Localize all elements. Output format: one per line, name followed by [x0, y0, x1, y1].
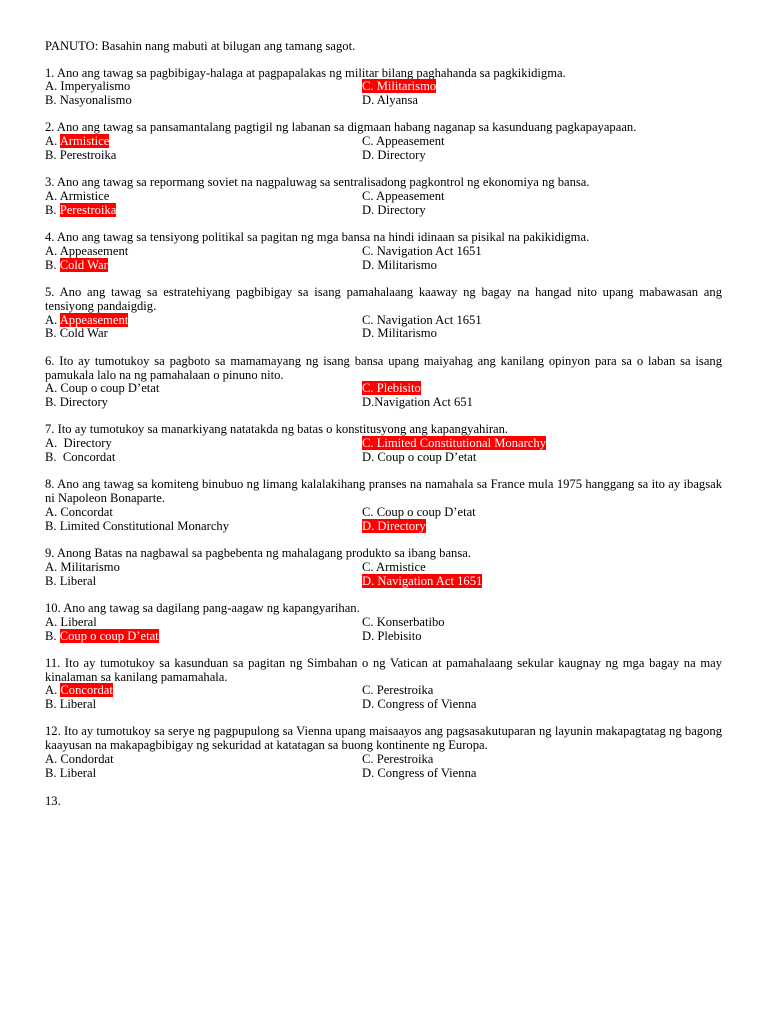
- option-text: Alyansa: [376, 93, 418, 108]
- answer-option[interactable]: [362, 327, 679, 341]
- option-text: Appeasement: [59, 243, 129, 258]
- question-stem: 2. Ano ang tawag sa pansamantalang pagtigil ng labanan sa digmaan habang naganap sa kasunduang pagkapayapaan.: [45, 120, 637, 135]
- option-text: Plebisito: [377, 628, 422, 643]
- answer-option[interactable]: [362, 396, 679, 410]
- option-text: Militarismo: [60, 559, 120, 574]
- answer-option[interactable]: [45, 575, 362, 589]
- option-letter: A.: [45, 614, 61, 629]
- answer-option[interactable]: [362, 767, 679, 781]
- question-3: [45, 176, 722, 217]
- highlighted-answer: Armistice: [59, 134, 110, 149]
- question-12: [45, 725, 722, 780]
- option-text: Liberal: [60, 614, 97, 629]
- answer-option[interactable]: [362, 698, 679, 712]
- options-row: [45, 506, 722, 520]
- options-row: [45, 204, 722, 218]
- answer-option[interactable]: [45, 190, 362, 204]
- option-text: Directory: [377, 202, 426, 217]
- highlighted-answer: Appeasement: [59, 312, 129, 327]
- option-letter: A.: [45, 79, 61, 94]
- option-letter: A.: [45, 381, 61, 396]
- option-letter: A.: [45, 243, 60, 258]
- option-letter: A.: [45, 189, 60, 204]
- answer-option-correct[interactable]: [362, 437, 679, 451]
- answer-option[interactable]: [45, 327, 362, 341]
- option-letter: D.: [362, 326, 378, 341]
- option-letter: B.: [45, 202, 60, 217]
- option-text: Appeasement: [376, 189, 445, 204]
- option-letter: B.: [45, 395, 60, 410]
- option-text: Perestroika: [376, 752, 434, 767]
- option-letter: D.: [362, 147, 378, 162]
- question-stem: 11. Ito ay tumotukoy sa kasunduan sa pagitan ng Simbahan o ng Vatican at pamahalaang sekular kaugnay ng mga bagay na may kinalaman sa kanilang pamamahala.: [45, 655, 722, 684]
- highlighted-answer: D. Directory: [362, 518, 426, 533]
- answer-option[interactable]: [45, 396, 362, 410]
- question-stem: 9. Anong Batas na nagbawal sa pagbebenta ng mahalagang produkto sa ibang bansa.: [45, 546, 471, 561]
- option-letter: B.: [45, 257, 60, 272]
- options-row: [45, 767, 722, 781]
- option-letter: C.: [362, 312, 377, 327]
- highlighted-answer: C. Plebisito: [362, 381, 421, 396]
- option-text: Concordat: [60, 504, 113, 519]
- option-text: Directory: [377, 147, 426, 162]
- option-letter: D.: [362, 202, 378, 217]
- answer-option[interactable]: [45, 698, 362, 712]
- options-row: [45, 451, 722, 465]
- answer-option[interactable]: [45, 767, 362, 781]
- answer-option[interactable]: [45, 382, 362, 396]
- options-row: [45, 698, 722, 712]
- option-letter: B.: [45, 697, 60, 712]
- option-letter: D.: [362, 395, 375, 410]
- option-letter: C.: [362, 683, 377, 698]
- answer-option-correct[interactable]: [45, 259, 362, 273]
- option-letter: B.: [45, 765, 60, 780]
- option-text: Militarismo: [377, 326, 437, 341]
- answer-option[interactable]: [362, 135, 679, 149]
- answer-option[interactable]: [45, 616, 362, 630]
- option-letter: C.: [362, 504, 377, 519]
- question-stem: 3. Ano ang tawag sa repormang soviet na nagpaluwag sa sentralisadong pagkontrol ng ekonomiya ng bansa.: [45, 175, 590, 190]
- answer-option-correct[interactable]: [45, 135, 362, 149]
- question-9: [45, 547, 722, 588]
- answer-option[interactable]: [362, 314, 679, 328]
- question-5: [45, 286, 722, 341]
- option-letter: C.: [362, 189, 377, 204]
- answer-option[interactable]: [362, 259, 679, 273]
- options-row: [45, 616, 722, 630]
- question-8: [45, 478, 722, 533]
- question-11: [45, 657, 722, 712]
- instructions: PANUTO: Basahin nang mabuti at bilugan ang tamang sagot.: [45, 39, 356, 53]
- question-stem: 6. Ito ay tumotukoy sa pagboto sa mamamayang ng isang bansa upang maiyahag ang kanilang opinyon para sa o laban sa isang pamukala lalo na ng pamahalaan o pinuno nito.: [45, 353, 722, 382]
- question-13-number: 13.: [45, 794, 61, 809]
- option-text: Condordat: [60, 752, 114, 767]
- answer-option[interactable]: [362, 190, 679, 204]
- option-letter: D.: [362, 628, 378, 643]
- option-letter: A.: [45, 752, 61, 767]
- answer-option[interactable]: [362, 753, 679, 767]
- answer-option[interactable]: [362, 506, 679, 520]
- option-text: Limited Constitutional Monarchy: [59, 518, 229, 533]
- option-letter: C.: [362, 614, 377, 629]
- option-text: Congress of Vienna: [377, 697, 477, 712]
- answer-option[interactable]: [362, 245, 679, 259]
- question-stem: 10. Ano ang tawag sa dagilang pang-aagaw ng kapangyarihan.: [45, 600, 360, 615]
- options-row: [45, 575, 722, 589]
- option-letter: D.: [362, 257, 378, 272]
- answer-option-correct[interactable]: [45, 204, 362, 218]
- options-row: [45, 149, 722, 163]
- options-row: [45, 245, 722, 259]
- option-letter: B.: [45, 93, 60, 108]
- question-stem: 12. Ito ay tumotukoy sa serye ng pagpupulong sa Vienna upang maisaayos ang pagsasakutuparan ng layunin makapagtatag ng bagong kaayusan na makapagbibigay ng sekuridad at katatagan sa buong kontinente ng Europa.: [45, 724, 722, 753]
- answer-option-correct[interactable]: [45, 630, 362, 644]
- option-text: Appeasement: [376, 134, 445, 149]
- answer-option[interactable]: [362, 94, 679, 108]
- option-letter: A.: [45, 134, 60, 149]
- option-text: Liberal: [59, 573, 97, 588]
- options-row: [45, 396, 722, 410]
- answer-option[interactable]: [45, 451, 362, 465]
- option-text: Liberal: [59, 697, 97, 712]
- option-text: Armistice: [376, 559, 426, 574]
- answer-option[interactable]: [362, 684, 679, 698]
- options-row: [45, 520, 722, 534]
- highlighted-answer: Perestroika: [59, 202, 117, 217]
- option-letter: B.: [45, 326, 60, 341]
- answer-option-correct[interactable]: [362, 382, 679, 396]
- question-6: [45, 355, 722, 410]
- option-text: Nasyonalismo: [59, 93, 132, 108]
- question-stem: 1. Ano ang tawag sa pagbibigay-halaga at pagpapalakas ng militar bilang paghahanda sa pagkikidigma.: [45, 65, 566, 80]
- option-letter: A.: [45, 683, 61, 698]
- options-row: [45, 190, 722, 204]
- answer-option-correct[interactable]: [45, 684, 362, 698]
- answer-option[interactable]: [362, 204, 679, 218]
- option-text: Liberal: [59, 765, 97, 780]
- options-row: [45, 382, 722, 396]
- option-letter: D.: [362, 765, 378, 780]
- question-1: [45, 67, 722, 108]
- option-text: Directory: [63, 436, 112, 451]
- options-row: [45, 437, 722, 451]
- answer-option-correct[interactable]: [45, 314, 362, 328]
- answer-option[interactable]: [45, 561, 362, 575]
- question-2: [45, 121, 722, 162]
- question-list: [45, 67, 722, 781]
- option-text: Navigation Act 1651: [376, 312, 482, 327]
- option-text: Militarismo: [377, 257, 437, 272]
- option-letter: C.: [362, 134, 377, 149]
- answer-option-correct[interactable]: [362, 80, 679, 94]
- option-letter: A.: [45, 559, 61, 574]
- options-row: [45, 314, 722, 328]
- option-letter: B.: [45, 147, 60, 162]
- options-row: [45, 753, 722, 767]
- answer-option-correct[interactable]: [362, 520, 679, 534]
- highlighted-answer: C. Militarismo: [362, 79, 437, 94]
- option-text: Perestroika: [376, 683, 434, 698]
- option-text: Coup o coup D’etat: [376, 504, 476, 519]
- options-row: [45, 94, 722, 108]
- option-letter: C.: [362, 243, 377, 258]
- answer-option[interactable]: [362, 630, 679, 644]
- options-row: [45, 684, 722, 698]
- option-text: Konserbatibo: [376, 614, 445, 629]
- option-letter: D.: [362, 697, 378, 712]
- answer-option[interactable]: [362, 451, 679, 465]
- question-stem: 7. Ito ay tumotukoy sa manarkiyang natatakda ng batas o konstitusyong ang kapangyahiran.: [45, 422, 509, 437]
- option-text: Directory: [59, 395, 108, 410]
- quiz-document: [45, 39, 722, 808]
- answer-option[interactable]: [45, 80, 362, 94]
- question-7: [45, 423, 722, 464]
- answer-option[interactable]: [45, 437, 362, 451]
- answer-option[interactable]: [45, 506, 362, 520]
- option-letter: B.: [45, 518, 60, 533]
- question-4: [45, 231, 722, 272]
- options-row: [45, 259, 722, 273]
- option-letter: A.: [45, 436, 64, 451]
- answer-option[interactable]: [362, 561, 679, 575]
- answer-option[interactable]: [362, 616, 679, 630]
- question-stem: 5. Ano ang tawag sa estratehiyang pagbibigay sa isang pamahalaang kaaway ng bagay na hangad nito upang mabawasan ang tensiyong pandaigdig.: [45, 285, 722, 313]
- option-letter: B.: [45, 450, 63, 465]
- question-10: [45, 602, 722, 643]
- answer-option[interactable]: [45, 753, 362, 767]
- highlighted-answer: Coup o coup D’etat: [59, 628, 159, 643]
- option-text: Imperyalismo: [60, 79, 131, 94]
- answer-option-correct[interactable]: [362, 575, 679, 589]
- answer-option[interactable]: [45, 245, 362, 259]
- answer-option[interactable]: [362, 149, 679, 163]
- highlighted-answer: C. Limited Constitutional Monarchy: [362, 436, 546, 451]
- option-letter: D.: [362, 93, 377, 108]
- option-letter: A.: [45, 312, 60, 327]
- option-text: Cold War: [59, 326, 108, 341]
- option-letter: D.: [362, 450, 378, 465]
- options-row: [45, 561, 722, 575]
- highlighted-answer: Concordat: [60, 683, 113, 698]
- option-text: Perestroika: [59, 147, 117, 162]
- highlighted-answer: Cold War: [59, 257, 108, 272]
- option-letter: A.: [45, 504, 61, 519]
- options-row: [45, 327, 722, 341]
- option-text: Navigation Act 1651: [376, 243, 482, 258]
- option-text: Coup o coup D’etat: [377, 450, 477, 465]
- answer-option[interactable]: [45, 94, 362, 108]
- option-text: Armistice: [59, 189, 110, 204]
- option-letter: C.: [362, 559, 377, 574]
- answer-option[interactable]: [45, 149, 362, 163]
- option-text: Concordat: [62, 450, 116, 465]
- question-stem: 4. Ano ang tawag sa tensiyong politikal sa pagitan ng mga bansa na hindi idinaan sa pisikal na pakikidigma.: [45, 230, 590, 245]
- option-text: Navigation Act 651: [374, 395, 473, 410]
- option-text: Congress of Vienna: [377, 765, 477, 780]
- option-letter: C.: [362, 752, 377, 767]
- highlighted-answer: D. Navigation Act 1651: [362, 573, 483, 588]
- question-stem: 8. Ano ang tawag sa komiteng binubuo ng limang kalalakihang pranses na namahala sa France mula 1975 hanggang sa ito ay ibagsak ni Napoleon Bonaparte.: [45, 477, 722, 506]
- option-letter: B.: [45, 628, 60, 643]
- option-text: Coup o coup D’etat: [60, 381, 160, 396]
- answer-option[interactable]: [45, 520, 362, 534]
- options-row: [45, 630, 722, 644]
- option-letter: B.: [45, 573, 60, 588]
- options-row: [45, 135, 722, 149]
- options-row: [45, 80, 722, 94]
